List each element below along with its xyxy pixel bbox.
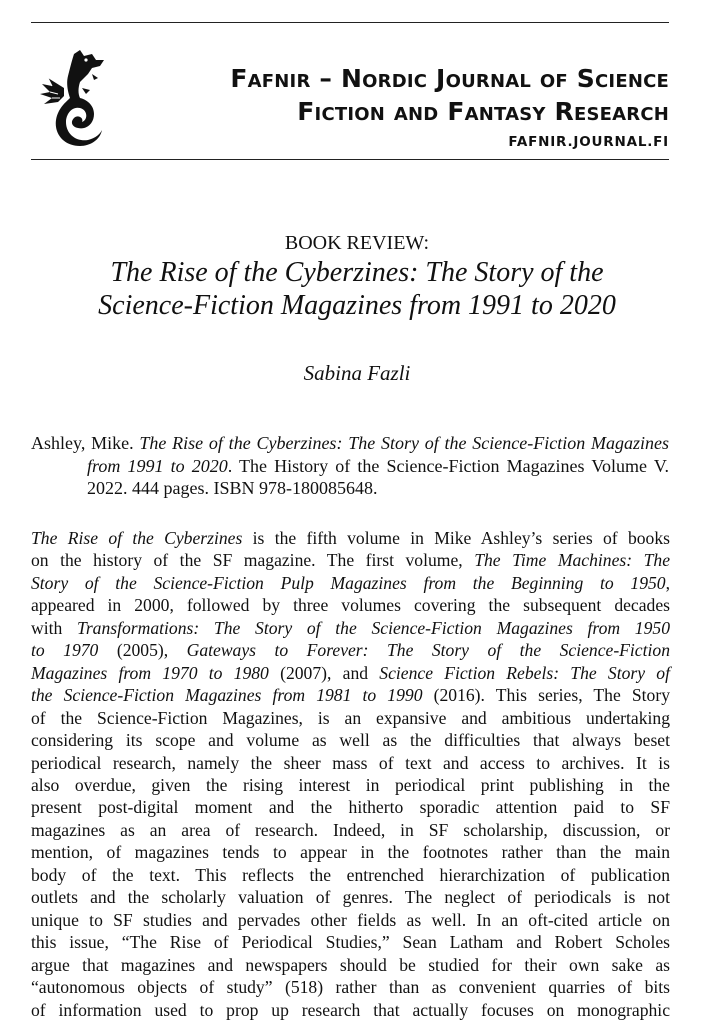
article-author: Sabina Fazli (303, 361, 411, 385)
text-segment: of the Science-Fiction Magazines, is an expansive and ambitious undertaking (31, 707, 670, 728)
body-line (31, 662, 670, 684)
text-segment: considering its scope and volume as well as the difficulties that always beset (31, 730, 670, 751)
journal-url[interactable]: FAFNIR.JOURNAL.FI (508, 134, 669, 150)
text-segment: (2016). This series, The Story (422, 685, 670, 706)
italic-text: Transformations: The Story of the Science-Fiction Magazines from 1950 (77, 617, 670, 638)
dragon-logo-icon (34, 48, 110, 148)
italic-text: the Science-Fiction Magazines from 1981 to 1990 (31, 685, 423, 706)
italic-text: to 1970 (31, 640, 99, 661)
journal-title-line1: Fafnir – Nordic Journal of Science (230, 64, 669, 93)
body-line (31, 909, 670, 931)
text-segment: this issue, “The Rise of Periodical Studies,” Sean Latham and Robert Scholes (31, 932, 670, 953)
text-segment: (2007), and (268, 662, 380, 683)
text-segment: (2005), (98, 640, 187, 661)
text-segment: , (665, 572, 670, 593)
article-kicker: BOOK REVIEW: (284, 232, 430, 254)
body-line (31, 976, 670, 998)
citation-author: Ashley, Mike. (31, 433, 140, 453)
text-segment: “autonomous objects of study” (518) rather than as convenient quarries of bits (31, 977, 670, 998)
italic-text: Magazines from 1970 to 1980 (31, 662, 269, 683)
text-segment: periodical research, namely the sheer mass of text and access to archives. It is (31, 752, 670, 773)
body-line (31, 931, 670, 953)
italic-text: The Rise of the Cyberzines (31, 528, 243, 548)
text-segment: appeared in 2000, followed by three volumes covering the subsequent decades (31, 595, 670, 616)
citation-title: The Rise of the Cyberzines: The Story of the Science-Fiction Magazines from 1991 to 2020 (87, 433, 669, 476)
text-segment: magazines as an area of research. Indeed, in SF scholarship, discussion, or (31, 819, 670, 840)
text-segment: of information used to prop up research that actually focuses on monographic (31, 999, 670, 1020)
text-segment: mention, of magazines tends to appear in the footnotes rather than the main (31, 842, 670, 863)
body-line (31, 729, 670, 751)
body-line (31, 841, 670, 863)
body-line (31, 796, 670, 818)
text-segment: also overdue, given the rising interest in periodical print publishing in the (31, 774, 670, 795)
text-segment: is the fifth volume in Mike Ashley’s series of books (242, 528, 670, 548)
italic-text: Story of the Science-Fiction Pulp Magazines from the Beginning to 1950 (31, 572, 666, 593)
body-line (31, 617, 670, 639)
article-title-line2: Science-Fiction Magazines from 1991 to 2020 (98, 290, 616, 321)
article-title-line1: The Rise of the Cyberzines: The Story of the (110, 257, 604, 288)
review-body (31, 527, 670, 1021)
text-segment: argue that magazines and newspapers should be studied for their own sake as (31, 954, 670, 975)
body-line (31, 774, 670, 796)
body-line (31, 864, 670, 886)
body-line (31, 594, 670, 616)
text-segment: present post-digital moment and the hitherto sporadic attention paid to SF (31, 797, 670, 818)
body-line (31, 954, 670, 976)
text-segment: on the history of the SF magazine. The first volume, (31, 550, 475, 571)
body-line (31, 639, 670, 661)
text-segment: body of the text. This reflects the entrenched hierarchization of publication (31, 864, 670, 885)
body-line (31, 684, 670, 706)
text-segment: unique to SF studies and pervades other fields as well. In an oft-cited article on (31, 909, 670, 930)
text-segment: with (31, 617, 77, 638)
book-citation (31, 432, 669, 500)
masthead-rule (31, 159, 669, 160)
top-rule (31, 22, 669, 23)
body-line (31, 549, 670, 571)
body-line (31, 752, 670, 774)
body-line (31, 707, 670, 729)
body-line (31, 527, 670, 549)
italic-text: Science Fiction Rebels: The Story of (379, 662, 670, 683)
text-segment: outlets and the scholarly valuation of genres. The neglect of periodicals is not (31, 887, 670, 908)
journal-title-line2: Fiction and Fantasy Research (297, 97, 669, 126)
body-line (31, 572, 670, 594)
body-line (31, 999, 670, 1021)
body-line (31, 819, 670, 841)
italic-text: Gateways to Forever: The Story of the Science-Fiction (186, 640, 670, 661)
citation-details: . The History of the Science-Fiction Magazines Volume V. 2022. 444 pages. ISBN 978-180085648. (87, 455, 669, 498)
body-line (31, 886, 670, 908)
italic-text: The Time Machines: The (474, 550, 671, 571)
